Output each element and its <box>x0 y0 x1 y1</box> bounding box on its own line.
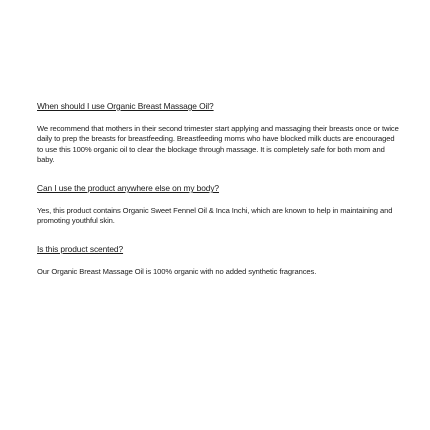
faq-item <box>37 101 399 165</box>
faq-section <box>37 101 399 277</box>
faq-question-link[interactable]: When should I use Organic Breast Massage Oil? <box>37 101 214 111</box>
faq-item <box>37 183 399 227</box>
faq-answer: Yes, this product contains Organic Sweet Fennel Oil & Inca Inchi, which are known to help in maintaining and promoting youthful skin. <box>37 206 393 226</box>
faq-question-link[interactable]: Is this product scented? <box>37 243 124 254</box>
faq-question-link[interactable]: Can I use the product anywhere else on my body? <box>37 183 219 194</box>
faq-answer: Our Organic Breast Massage Oil is 100% organic with no added synthetic fragrances. <box>37 266 317 276</box>
faq-item <box>37 244 399 277</box>
faq-answer: We recommend that mothers in their second trimester start applying and massaging their breasts once or twice daily to prep the breasts for breastfeeding. Breastfeeding moms who have blocked milk ducts are encouraged to use this 100% organic oil to clear the blockage through massage. It is completely safe for both mom and baby. <box>37 124 399 164</box>
